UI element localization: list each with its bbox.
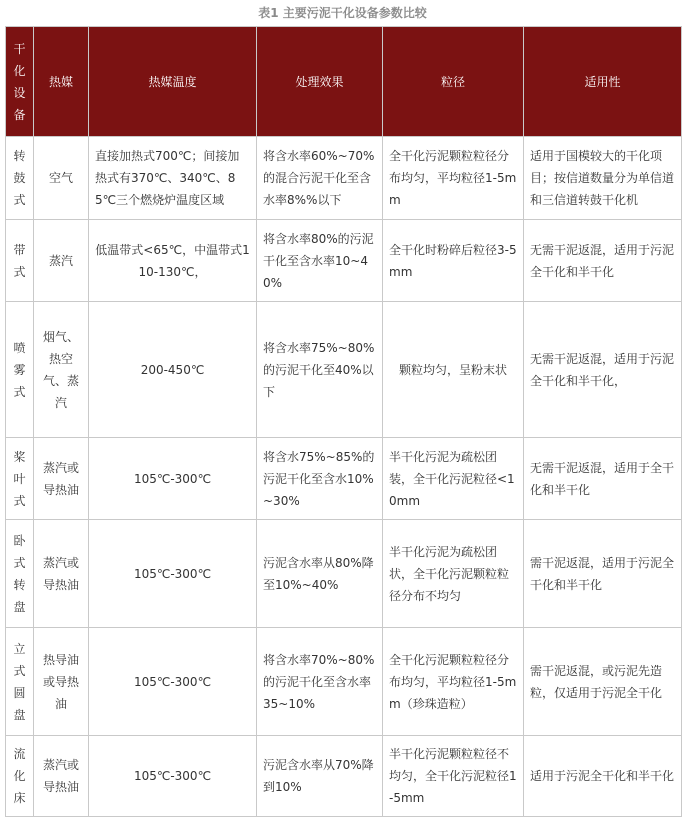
- applicability-cell: 无需干泥返混，适用于污泥全干化和半干化: [524, 220, 682, 302]
- table-row: [6, 137, 682, 220]
- effect-cell: 将含水率60%~70%的混合污泥干化至含水率8%%以下: [257, 137, 383, 220]
- particle-cell: 半干化污泥颗粒粒径不均匀，全干化污泥粒径1-5mm: [383, 736, 524, 817]
- effect-cell: 污泥含水率从80%降至10%~40%: [257, 520, 383, 628]
- medium-cell: 蒸汽或导热油: [34, 520, 89, 628]
- table-row: [6, 736, 682, 817]
- applicability-cell: 需干泥返混，适用于污泥全干化和半干化: [524, 520, 682, 628]
- header-medium: 热媒: [34, 27, 89, 137]
- table-row: [6, 302, 682, 438]
- effect-cell: 将含水率70%~80%的污泥干化至含水率35~10%: [257, 628, 383, 736]
- temperature-cell: 105℃-300℃: [89, 628, 257, 736]
- applicability-cell: 适用于污泥全干化和半干化: [524, 736, 682, 817]
- effect-cell: 将含水75%~85%的污泥干化至含水10%~30%: [257, 438, 383, 520]
- table-body: [6, 137, 682, 817]
- temperature-cell: 低温带式<65℃，中温带式110-130℃，: [89, 220, 257, 302]
- particle-cell: 全干化污泥颗粒粒径分布均匀，平均粒径1-5mm: [383, 137, 524, 220]
- header-particle: 粒径: [383, 27, 524, 137]
- temperature-cell: 105℃-300℃: [89, 736, 257, 817]
- table-row: [6, 520, 682, 628]
- particle-cell: 半干化污泥为疏松团装，全干化污泥粒径<10mm: [383, 438, 524, 520]
- temperature-cell: 200-450℃: [89, 302, 257, 438]
- table-caption: 表1 主要污泥干化设备参数比较: [258, 6, 427, 20]
- medium-cell: 热导油或导热油: [34, 628, 89, 736]
- equipment-cell: 带式: [6, 220, 34, 302]
- applicability-cell: 无需干泥返混，适用于污泥全干化和半干化，: [524, 302, 682, 438]
- particle-cell: 颗粒均匀，呈粉末状: [383, 302, 524, 438]
- temperature-cell: 105℃-300℃: [89, 520, 257, 628]
- header-applicability: 适用性: [524, 27, 682, 137]
- medium-cell: 蒸汽或导热油: [34, 736, 89, 817]
- equipment-cell: 转鼓式: [6, 137, 34, 220]
- temperature-cell: 直接加热式700℃；间接加热式有370℃、340℃、85℃三个燃烧炉温度区域: [89, 137, 257, 220]
- equipment-cell: 卧式转盘: [6, 520, 34, 628]
- header-temperature: 热媒温度: [89, 27, 257, 137]
- applicability-cell: 适用于国模较大的干化项目；按信道数量分为单信道和三信道转鼓干化机: [524, 137, 682, 220]
- particle-cell: 全干化污泥颗粒粒径分布均匀，平均粒径1-5mm（珍珠造粒）: [383, 628, 524, 736]
- medium-cell: 蒸汽: [34, 220, 89, 302]
- equipment-cell: 喷雾式: [6, 302, 34, 438]
- particle-cell: 半干化污泥为疏松团状，全干化污泥颗粒粒径分布不均匀: [383, 520, 524, 628]
- table-row: [6, 220, 682, 302]
- header-row: [6, 27, 682, 137]
- medium-cell: 烟气、热空气、蒸汽: [34, 302, 89, 438]
- table-header: [6, 27, 682, 137]
- applicability-cell: 需干泥返混，或污泥先造粒，仅适用于污泥全干化: [524, 628, 682, 736]
- table-row: [6, 628, 682, 736]
- effect-cell: 将含水率75%~80%的污泥干化至40%以下: [257, 302, 383, 438]
- equipment-cell: 桨叶式: [6, 438, 34, 520]
- effect-cell: 污泥含水率从70%降到10%: [257, 736, 383, 817]
- medium-cell: 空气: [34, 137, 89, 220]
- comparison-table: [5, 26, 682, 817]
- equipment-cell: 流化床: [6, 736, 34, 817]
- particle-cell: 全干化时粉碎后粒径3-5mm: [383, 220, 524, 302]
- applicability-cell: 无需干泥返混，适用于全干化和半干化: [524, 438, 682, 520]
- effect-cell: 将含水率80%的污泥干化至含水率10~40%: [257, 220, 383, 302]
- table-row: [6, 438, 682, 520]
- medium-cell: 蒸汽或导热油: [34, 438, 89, 520]
- temperature-cell: 105℃-300℃: [89, 438, 257, 520]
- header-equipment: 干化设备: [6, 27, 34, 137]
- equipment-cell: 立式圆盘: [6, 628, 34, 736]
- header-effect: 处理效果: [257, 27, 383, 137]
